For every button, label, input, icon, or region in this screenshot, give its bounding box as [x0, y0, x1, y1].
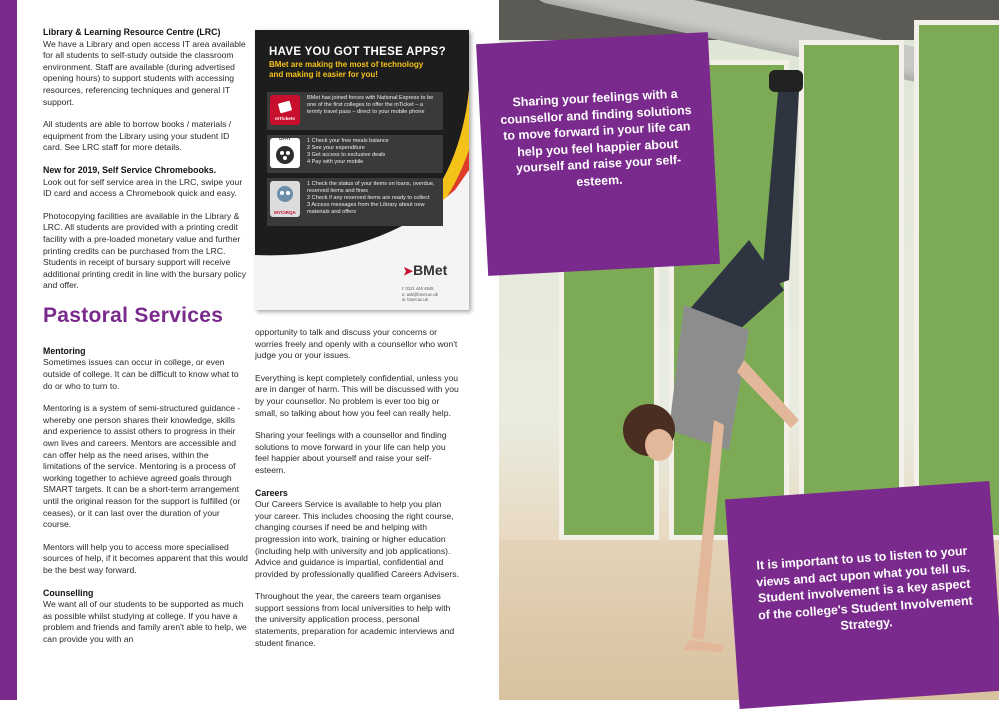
upay-app-text: 1 Check your free meals balance 2 See your expenditure 3 Get access to exclusive deals 4 Pay with your mobile — [307, 138, 389, 165]
left-column — [43, 27, 248, 657]
app-row-mycirqa — [267, 178, 443, 226]
app-row-mtickets — [267, 92, 443, 130]
bmet-logo — [403, 262, 463, 278]
lrc-paragraph-2: All students are able to borrow books / materials / equipment from the Library using your student ID card. See LRC staff for more details. — [43, 119, 232, 153]
chromebooks-heading: New for 2019, Self Service Chromebooks. — [43, 164, 217, 175]
mentoring-paragraph-2: Mentoring is a system of semi-structured guidance - whereby one person shares their knowledge, skills and experience to assist others to progress in their own lives and careers. Mentors are accessible and can offer help as the need arises, within the limitations of the service. Mentoring is a process of working together to achieve agreed goals through SMART targets. It can be a short-term arrangement until the original reason for the support is fulfilled (or ceases), or it can last over the duration of your course. — [43, 403, 241, 530]
apps-flyer — [255, 30, 469, 310]
flyer-contact: t: 0121 446 4545 e: ask@bmet.ac.uk w: bmet.ac.uk — [402, 286, 438, 302]
flyer-subtitle: BMet are making the most of technology and making it easier for you! — [269, 60, 424, 79]
callout-bottom-text: It is important to us to listen to your views and act upon what you tell us. Student involvement is a key aspect of the college's Student Involvement Strategy. — [755, 543, 974, 633]
bmet-logo-mark-icon: ➤ — [403, 264, 414, 278]
upay-app-name: UPAY — [279, 136, 291, 141]
mycirqa-app-name: MYCIRQA — [274, 210, 296, 215]
lrc-heading: Library & Learning Resource Centre (LRC) — [43, 27, 221, 37]
careers-paragraph-1: Our Careers Service is available to help you plan your career. This includes choosing the right course, changing courses if need be and helping with progression into work, training or higher education (including help with university and job applications). Advice and guidance is impartial, confidential and provided by professionally qualified Careers Advisers. — [255, 499, 459, 579]
lrc-paragraph-4: Photocopying facilities are available in the Library & LRC. All students are provided with a printing credit facility with a pre-loaded monetary value and further printing credits can be purchased from the LRC. Students in receipt of bursary support will receive additional printing credit in line with the bursary policy and offer. — [43, 210, 247, 291]
app-row-upay — [267, 135, 443, 173]
lrc-paragraph-1: We have a Library and open access IT area available for all students to self-study outside the classroom environment. Staff are available (during advertised opening hours) to support students with accessing resources, referencing techniques and general IT support. — [43, 38, 246, 107]
lrc-paragraph-3: Look out for self service area in the LRC, swipe your ID card and access a Chromebook quick and easy. — [43, 176, 243, 199]
mentoring-heading: Mentoring — [43, 345, 86, 356]
upay-icon — [270, 138, 300, 168]
mtickets-app-text: BMet has joined forces with National Express to be one of the first colleges to offer the mTicket – a termly travel pass – direct to your mobile phone — [307, 95, 434, 115]
careers-paragraph-2: Throughout the year, the careers team organises support sessions from local universities to help with the university application process, personal statements, preparation for academic interviews and student finance. — [255, 591, 455, 648]
mtickets-app-name: mTickets — [275, 116, 295, 121]
mentoring-paragraph-1: Sometimes issues can occur in college, or even outside of college. It can be difficult to know what to do or who to turn to. — [43, 357, 239, 391]
middle-column — [255, 327, 460, 660]
callout-bottom — [725, 481, 999, 709]
counselling-heading: Counselling — [43, 587, 94, 598]
mentoring-paragraph-3: Mentors will help you to access more specialised sources of help, if it becomes apparent that this would be the best way forward. — [43, 541, 248, 575]
counselling-paragraph-2: opportunity to talk and discuss your concerns or worries freely and openly with a counsellor who won't judge you or your issues. — [255, 327, 458, 361]
left-purple-bar — [0, 0, 17, 700]
bmet-logo-text: BMet — [413, 262, 448, 278]
counselling-paragraph-3: Everything is kept completely confidential, unless you are in danger of harm. This will be discussed with you by your counsellor. No problem is ever too big or small, so talking about how you feel can really help. — [255, 372, 459, 418]
flyer-title: HAVE YOU GOT THESE APPS? — [269, 46, 446, 58]
counselling-paragraph-1: We want all of our students to be supported as much as possible whilst studying at college. If you have a problem and friends and family aren't able to help, we can provide you with an — [43, 599, 247, 644]
callout-top-text: Sharing your feelings with a counsellor and finding solutions to move forward in your life can help you feel happier about yourself and raise your self-esteem. — [500, 86, 692, 189]
mycirqa-app-text: 1 Check the status of your items on loans, overdue, reserved items and fines 2 Check if any reserved items are ready to collect 3 Access messages from the Library about new materials and offers — [307, 181, 435, 215]
pastoral-services-title: Pastoral Services — [43, 303, 224, 327]
counselling-paragraph-4: Sharing your feelings with a counsellor and finding solutions to move forward in your life can help you feel happier about yourself and raise your self-esteem. — [255, 430, 447, 475]
careers-heading: Careers — [255, 487, 288, 498]
callout-top — [476, 32, 720, 276]
